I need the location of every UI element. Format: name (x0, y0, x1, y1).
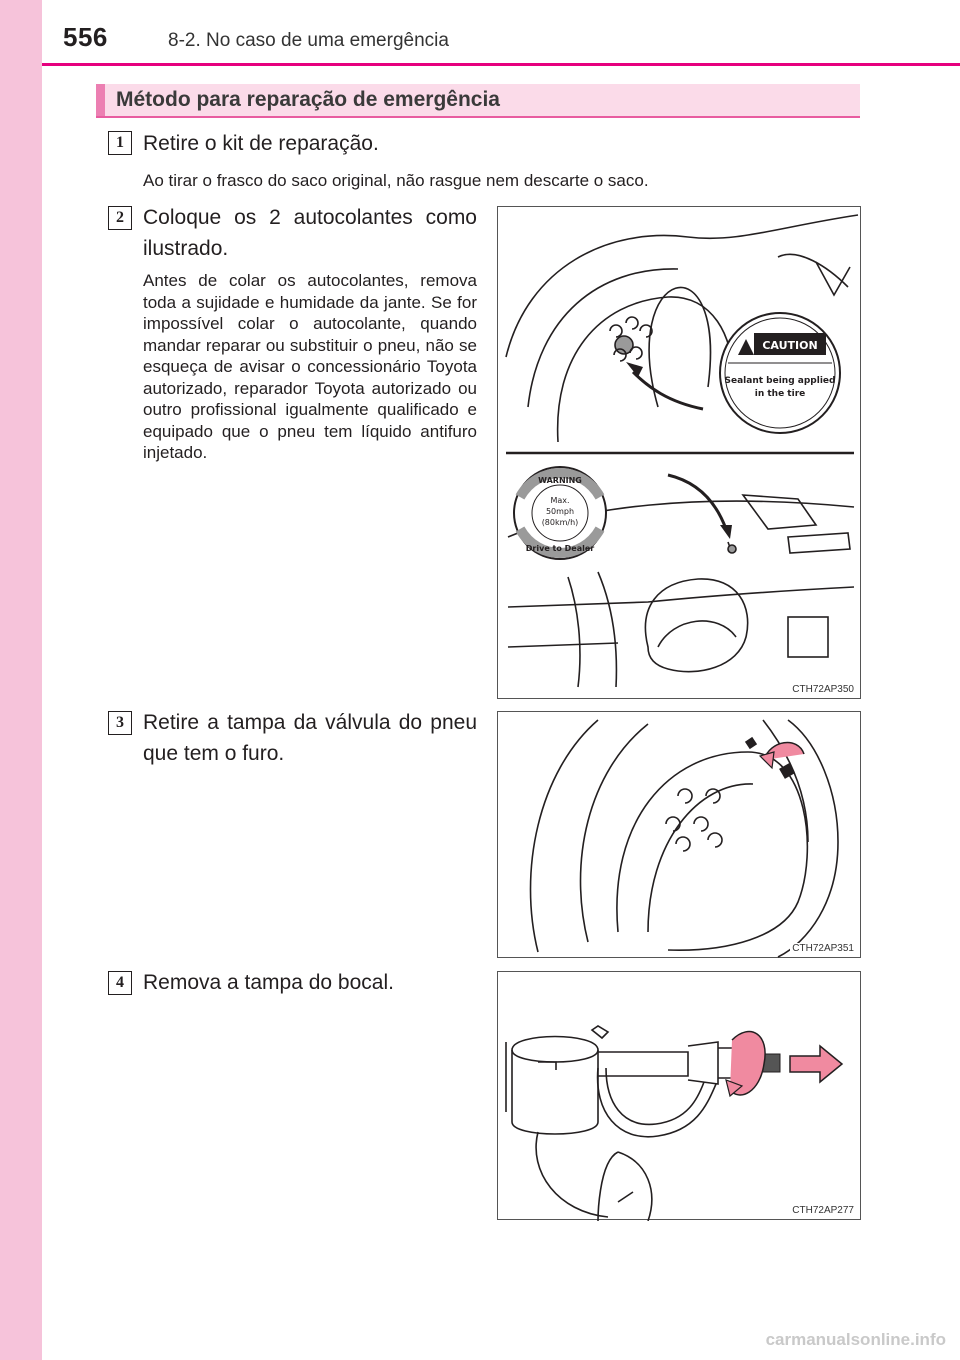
figure-code: CTH72AP351 (792, 943, 854, 954)
warning-sticker-line1: Max. (550, 496, 570, 505)
caution-sticker-line2: in the tire (754, 389, 806, 399)
figure-code: CTH72AP277 (792, 1205, 854, 1216)
page-margin-bar (0, 0, 42, 1360)
step-number-2: 2 (108, 206, 132, 230)
step-4-title: Remova a tampa do bocal. (143, 971, 394, 994)
step-2-note: Antes de colar os autocolantes, remova toda a sujidade e humidade da jante. Se for impossível colar o autocolante, quando mandar reparar ou substituir o pneu, não se esqueça de avisar o concessionário Toyota autorizado, reparador Toyota autorizado ou outro profissional igualmente qualificado e equipado que o pneu tem líquido antifuro injetado. (143, 271, 477, 462)
section-heading-accent (96, 84, 105, 116)
step-number-4: 4 (108, 971, 132, 995)
valve-cap-illustration (498, 712, 862, 959)
nozzle-cap-illustration (498, 972, 862, 1221)
warning-sticker-line3: (80km/h) (541, 518, 579, 527)
warning-sticker-line2: 50mph (545, 507, 575, 516)
figure-code: CTH72AP350 (792, 684, 854, 695)
warning-sticker-bottom: Drive to Dealer (525, 544, 595, 553)
figure-stickers (497, 206, 861, 699)
step-2-title: Coloque os 2 autocolantes como ilustrado. (143, 206, 477, 260)
watermark: carmanualsonline.info (765, 1330, 946, 1349)
step-3-title: Retire a tampa da válvula do pneu que tem o furo. (143, 711, 477, 765)
step-number-3: 3 (108, 711, 132, 735)
header-rule (42, 63, 960, 66)
caution-sticker-title: CAUTION (762, 339, 818, 352)
caution-sticker-line1: Sealant being applied (724, 376, 836, 386)
step-1-note: Ao tirar o frasco do saco original, não rasgue nem descarte o saco. (143, 171, 649, 190)
step-number-1: 1 (108, 131, 132, 155)
stickers-illustration (498, 207, 862, 700)
figure-valve-cap (497, 711, 861, 958)
figure-nozzle-cap (497, 971, 861, 1220)
section-title: Método para reparação de emergência (116, 88, 500, 111)
section-heading (96, 84, 860, 118)
chapter-title: 8-2. No caso de uma emergência (168, 30, 449, 51)
page-number: 556 (63, 22, 108, 52)
step-1-title: Retire o kit de reparação. (143, 132, 379, 155)
warning-sticker-title: WARNING (538, 476, 582, 485)
